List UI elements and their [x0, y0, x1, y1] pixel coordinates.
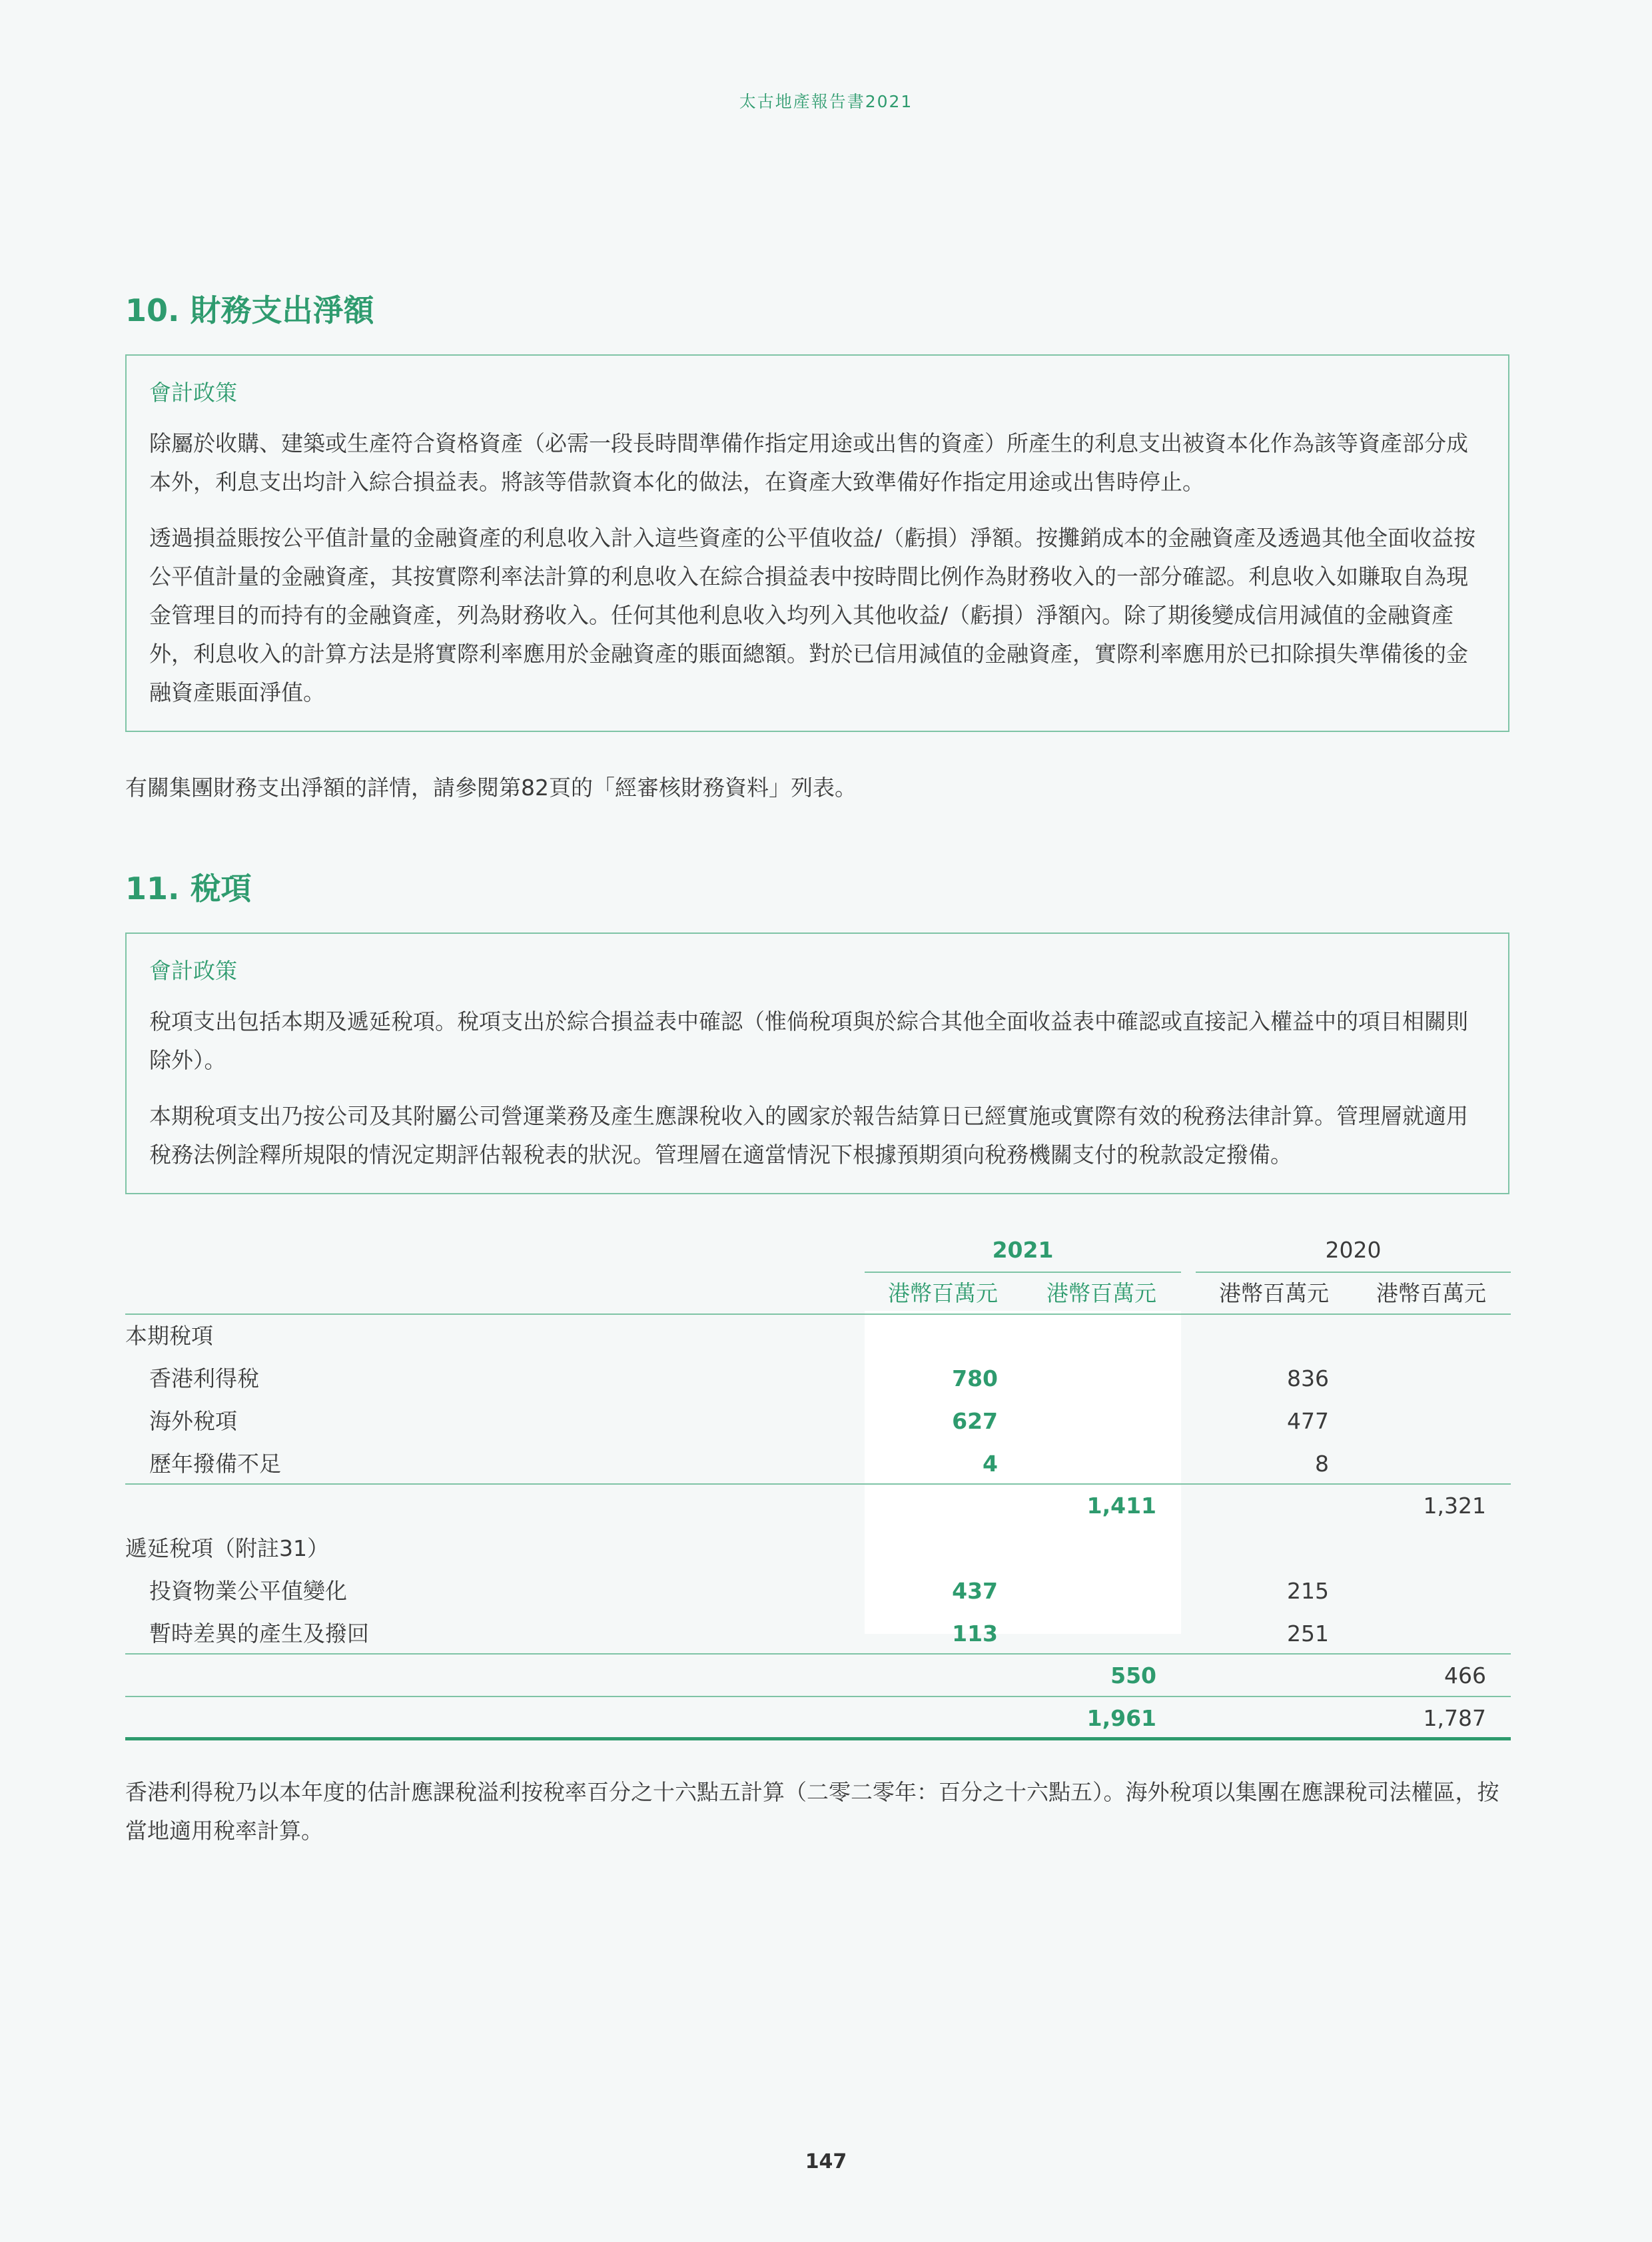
policy-paragraph: 除屬於收購、建築或生產符合資格資產（必需一段長時間準備作指定用途或出售的資產）所產生的利息支出被資本化作為該等資產部分成本外，利息支出均計入綜合損益表。將該等借款資本化的做法，在資產大致準備好作指定用途或出售時停止。	[149, 430, 1468, 495]
row-label: 投資物業公平值變化	[149, 1578, 347, 1604]
table-bottom-rule	[125, 1737, 1511, 1740]
value-2021: 437	[952, 1578, 998, 1604]
value-2021: 780	[952, 1365, 998, 1391]
row-rule	[125, 1653, 1511, 1655]
header-rule	[125, 1313, 1511, 1315]
section-11-title: 11. 稅項	[125, 871, 252, 907]
policy-paragraph: 稅項支出包括本期及遞延稅項。稅項支出於綜合損益表中確認（惟倘稅項與於綜合其他全面收益表中確認或直接記入權益中的項目相關則除外）。	[149, 1008, 1468, 1073]
value-2020: 215	[1287, 1578, 1329, 1604]
tax-table	[125, 1228, 1511, 1740]
unit-header: 港幣百萬元	[1376, 1280, 1486, 1306]
row-heading-current-tax: 本期稅項	[125, 1323, 213, 1349]
value-2021: 113	[952, 1621, 998, 1647]
section-11-footnote: 香港利得稅乃以本年度的估計應課稅溢利按稅率百分之十六點五計算（二零二零年：百分之十六點五）。海外稅項以集團在應課稅司法權區，按當地適用稅率計算。	[125, 1779, 1499, 1844]
row-label: 暫時差異的產生及撥回	[149, 1621, 369, 1647]
section-11-policy-box	[125, 933, 1509, 1194]
subtotal-2020: 1,321	[1423, 1493, 1486, 1519]
year-header-2021: 2021	[992, 1237, 1054, 1263]
year-underline	[865, 1272, 1181, 1273]
row-label: 海外稅項	[149, 1408, 237, 1434]
report-header: 太古地產報告書2021	[739, 92, 913, 111]
section-10-note: 有關集團財務支出淨額的詳情，請參閱第82頁的「經審核財務資料」列表。	[125, 775, 857, 801]
value-2021: 627	[952, 1408, 998, 1434]
subtotal-2021: 550	[1110, 1663, 1156, 1688]
policy-paragraph: 本期稅項支出乃按公司及其附屬公司營運業務及產生應課稅收入的國家於報告結算日已經實施或實際有效的稅務法律計算。管理層就適用稅務法例詮釋所規限的情況定期評估報稅表的狀況。管理層在適當情況下根據預期須向稅務機關支付的稅款設定撥備。	[149, 1103, 1468, 1168]
subtotal-2020: 466	[1444, 1663, 1486, 1688]
year-underline	[1196, 1272, 1511, 1273]
unit-header: 港幣百萬元	[888, 1280, 998, 1306]
year-header-2020: 2020	[1325, 1237, 1382, 1263]
row-rule	[125, 1696, 1511, 1697]
value-2021: 4	[983, 1451, 998, 1477]
section-10-policy-box	[125, 354, 1509, 732]
row-rule	[125, 1483, 1511, 1485]
total-2020: 1,787	[1423, 1705, 1486, 1731]
row-heading-deferred-tax: 遞延稅項（附註31）	[125, 1535, 329, 1561]
page-number: 147	[805, 2150, 847, 2173]
value-2020: 8	[1315, 1451, 1329, 1477]
row-label: 香港利得稅	[149, 1365, 259, 1391]
policy-heading: 會計政策	[149, 958, 237, 984]
unit-header: 港幣百萬元	[1046, 1280, 1156, 1306]
total-2021: 1,961	[1086, 1705, 1156, 1731]
unit-header: 港幣百萬元	[1219, 1280, 1329, 1306]
value-2020: 836	[1287, 1365, 1329, 1391]
row-label: 歷年撥備不足	[149, 1451, 281, 1477]
value-2020: 251	[1287, 1621, 1329, 1647]
value-2020: 477	[1287, 1408, 1329, 1434]
subtotal-2021: 1,411	[1086, 1493, 1156, 1519]
policy-paragraph: 透過損益賬按公平值計量的金融資產的利息收入計入這些資產的公平值收益/（虧損）淨額。按攤銷成本的金融資產及透過其他全面收益按公平值計量的金融資產，其按實際利率法計算的利息收入在綜合損益表中按時間比例作為財務收入的一部分確認。利息收入如賺取自為現金管理目的而持有的金融資產，列為財務收入。任何其他利息收入均列入其他收益/（虧損）淨額內。除了期後變成信用減值的金融資產外，利息收入的計算方法是將實際利率應用於金融資產的賬面總額。對於已信用減值的金融資產，實際利率應用於已扣除損失準備後的金融資產賬面淨值。	[149, 525, 1476, 705]
section-10-title: 10. 財務支出淨額	[125, 292, 374, 328]
policy-heading: 會計政策	[149, 380, 237, 406]
